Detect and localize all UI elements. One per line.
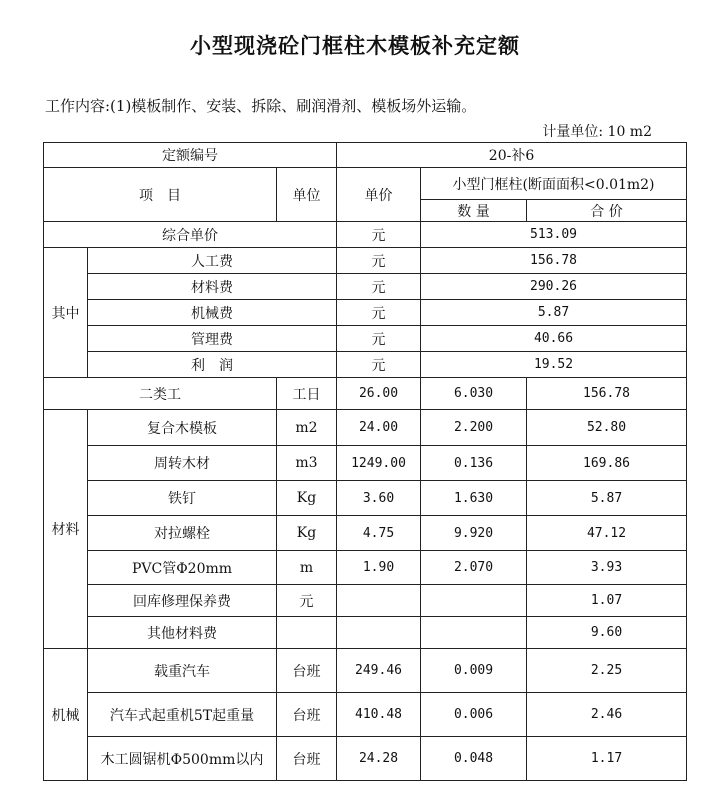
material-total: 5.87 [527, 481, 687, 516]
machine-row [44, 693, 687, 737]
machine-name: 载重汽车 [88, 649, 277, 693]
material-row [44, 585, 687, 617]
material-price: 24.00 [337, 410, 421, 446]
header-quantity: 数 量 [421, 200, 527, 222]
material-group-label: 材料 [44, 410, 88, 649]
machine-group-label: 机械 [44, 649, 88, 781]
material-total: 47.12 [527, 516, 687, 551]
among-name: 管理费 [88, 326, 337, 352]
material-qty: 9.920 [421, 516, 527, 551]
material-qty [421, 585, 527, 617]
work-content: 工作内容:(1)模板制作、安装、拆除、刷润滑剂、模板场外运输。 [45, 97, 477, 115]
material-qty: 1.630 [421, 481, 527, 516]
material-unit: 元 [277, 585, 337, 617]
page-title: 小型现浇砼门框柱木模板补充定额 [190, 34, 520, 58]
labor-price: 26.00 [337, 378, 421, 410]
among-name: 机械费 [88, 300, 337, 326]
labor-total: 156.78 [527, 378, 687, 410]
machine-qty: 0.009 [421, 649, 527, 693]
material-price: 1.90 [337, 551, 421, 585]
among-value: 5.87 [421, 300, 687, 326]
material-price: 4.75 [337, 516, 421, 551]
among-name: 利 润 [88, 352, 337, 378]
machine-qty: 0.006 [421, 693, 527, 737]
material-unit: m [277, 551, 337, 585]
header-row-item [44, 168, 687, 200]
material-total: 169.86 [527, 446, 687, 481]
summary-label: 综合单价 [44, 222, 337, 248]
material-row [44, 481, 687, 516]
material-row [44, 516, 687, 551]
header-row-code [44, 143, 687, 168]
among-group-label: 其中 [44, 248, 88, 378]
material-name: 回库修理保养费 [88, 585, 277, 617]
among-value: 156.78 [421, 248, 687, 274]
material-name: 其他材料费 [88, 617, 277, 649]
material-price [337, 585, 421, 617]
machine-row [44, 649, 687, 693]
material-name: 铁钉 [88, 481, 277, 516]
header-item-name: 小型门框柱(断面面积<0.01m2) [421, 168, 687, 200]
measure-unit: 计量单位: 10 m2 [542, 124, 652, 140]
header-item: 项 目 [44, 168, 277, 222]
material-price: 3.60 [337, 481, 421, 516]
machine-row [44, 737, 687, 781]
summary-unit: 元 [337, 222, 421, 248]
labor-qty: 6.030 [421, 378, 527, 410]
material-name: 对拉螺栓 [88, 516, 277, 551]
machine-price: 24.28 [337, 737, 421, 781]
machine-unit: 台班 [277, 737, 337, 781]
material-price [337, 617, 421, 649]
material-total: 9.60 [527, 617, 687, 649]
header-unit: 单位 [277, 168, 337, 222]
header-unit-price: 单价 [337, 168, 421, 222]
material-name: 复合木模板 [88, 410, 277, 446]
material-unit [277, 617, 337, 649]
header-total: 合 价 [527, 200, 687, 222]
material-name: 周转木材 [88, 446, 277, 481]
among-name: 人工费 [88, 248, 337, 274]
material-qty [421, 617, 527, 649]
among-unit: 元 [337, 300, 421, 326]
machine-total: 1.17 [527, 737, 687, 781]
among-row [44, 326, 687, 352]
among-row [44, 300, 687, 326]
machine-total: 2.25 [527, 649, 687, 693]
quota-code-label: 定额编号 [44, 143, 337, 168]
material-unit: Kg [277, 516, 337, 551]
material-total: 3.93 [527, 551, 687, 585]
labor-name: 二类工 [44, 378, 277, 410]
labor-row [44, 378, 687, 410]
machine-name: 汽车式起重机5T起重量 [88, 693, 277, 737]
among-row [44, 274, 687, 300]
quota-table [43, 142, 687, 781]
summary-row [44, 222, 687, 248]
among-unit: 元 [337, 352, 421, 378]
among-row [44, 248, 687, 274]
among-value: 40.66 [421, 326, 687, 352]
material-qty: 2.200 [421, 410, 527, 446]
material-name: PVC管Φ20mm [88, 551, 277, 585]
quota-code: 20-补6 [337, 143, 687, 168]
summary-value: 513.09 [421, 222, 687, 248]
among-value: 19.52 [421, 352, 687, 378]
material-unit: Kg [277, 481, 337, 516]
machine-price: 410.48 [337, 693, 421, 737]
machine-qty: 0.048 [421, 737, 527, 781]
material-unit: m2 [277, 410, 337, 446]
machine-unit: 台班 [277, 649, 337, 693]
material-row [44, 551, 687, 585]
among-row [44, 352, 687, 378]
among-name: 材料费 [88, 274, 337, 300]
material-total: 1.07 [527, 585, 687, 617]
material-row [44, 617, 687, 649]
material-total: 52.80 [527, 410, 687, 446]
material-row [44, 446, 687, 481]
labor-unit: 工日 [277, 378, 337, 410]
among-unit: 元 [337, 248, 421, 274]
material-row [44, 410, 687, 446]
material-qty: 2.070 [421, 551, 527, 585]
material-unit: m3 [277, 446, 337, 481]
machine-name: 木工圆锯机Φ500mm以内 [88, 737, 277, 781]
machine-total: 2.46 [527, 693, 687, 737]
material-qty: 0.136 [421, 446, 527, 481]
among-unit: 元 [337, 274, 421, 300]
material-price: 1249.00 [337, 446, 421, 481]
among-value: 290.26 [421, 274, 687, 300]
machine-price: 249.46 [337, 649, 421, 693]
among-unit: 元 [337, 326, 421, 352]
machine-unit: 台班 [277, 693, 337, 737]
